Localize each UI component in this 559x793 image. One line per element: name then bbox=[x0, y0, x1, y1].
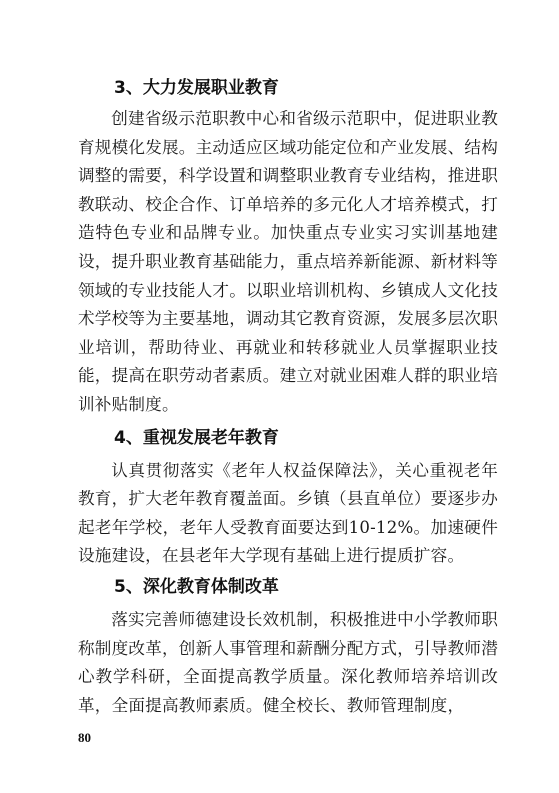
section-heading-system-reform: 5、深化教育体制改革 bbox=[114, 576, 279, 597]
section-heading-vocational-education: 3、大力发展职业教育 bbox=[114, 78, 279, 98]
page-number: 80 bbox=[78, 730, 91, 745]
section-paragraph-elderly-education: 认真贯彻落实《老年人权益保障法》，关心重视老年教育，扩大老年教育覆盖面。乡镇（县直单位）要逐步办起老年学校，老年人受教育面要达到10-12%。加速硬件设施建设，在县老年大学现有基础上进行提质扩容。 bbox=[78, 460, 498, 566]
section-paragraph-vocational-education: 创建省级示范职教中心和省级示范职中，促进职业教育规模化发展。主动适应区域功能定位和产业发展、结构调整的需要，科学设置和调整职业教育专业结构，推进职教联动、校企合作、订单培养的多元化人才培养模式，打造特色专业和品牌专业。加快重点专业实习实训基地建设，提升职业教育基础能力，重点培养新能源、新材料等领域的专业技能人才。以职业培训机构、乡镇成人文化技术学校等为主要基地，调动其它教育资源，发展多层次职业培训，帮助待业、再就业和转移就业人员掌握职业技能，提高在职劳动者素质。建立对就业困难人群的职业培训补贴制度。 bbox=[78, 109, 498, 414]
page-content bbox=[78, 74, 498, 720]
section-paragraph-system-reform: 落实完善师德建设长效机制，积极推进中小学教师职称制度改革，创新人事管理和薪酬分配方式，引导教师潜心教学科研，全面提高教学质量。深化教师培养培训改革，全面提高教师素质。健全校长、教师管理制度， bbox=[78, 609, 498, 715]
section-heading-elderly-education: 4、重视发展老年教育 bbox=[114, 427, 279, 448]
